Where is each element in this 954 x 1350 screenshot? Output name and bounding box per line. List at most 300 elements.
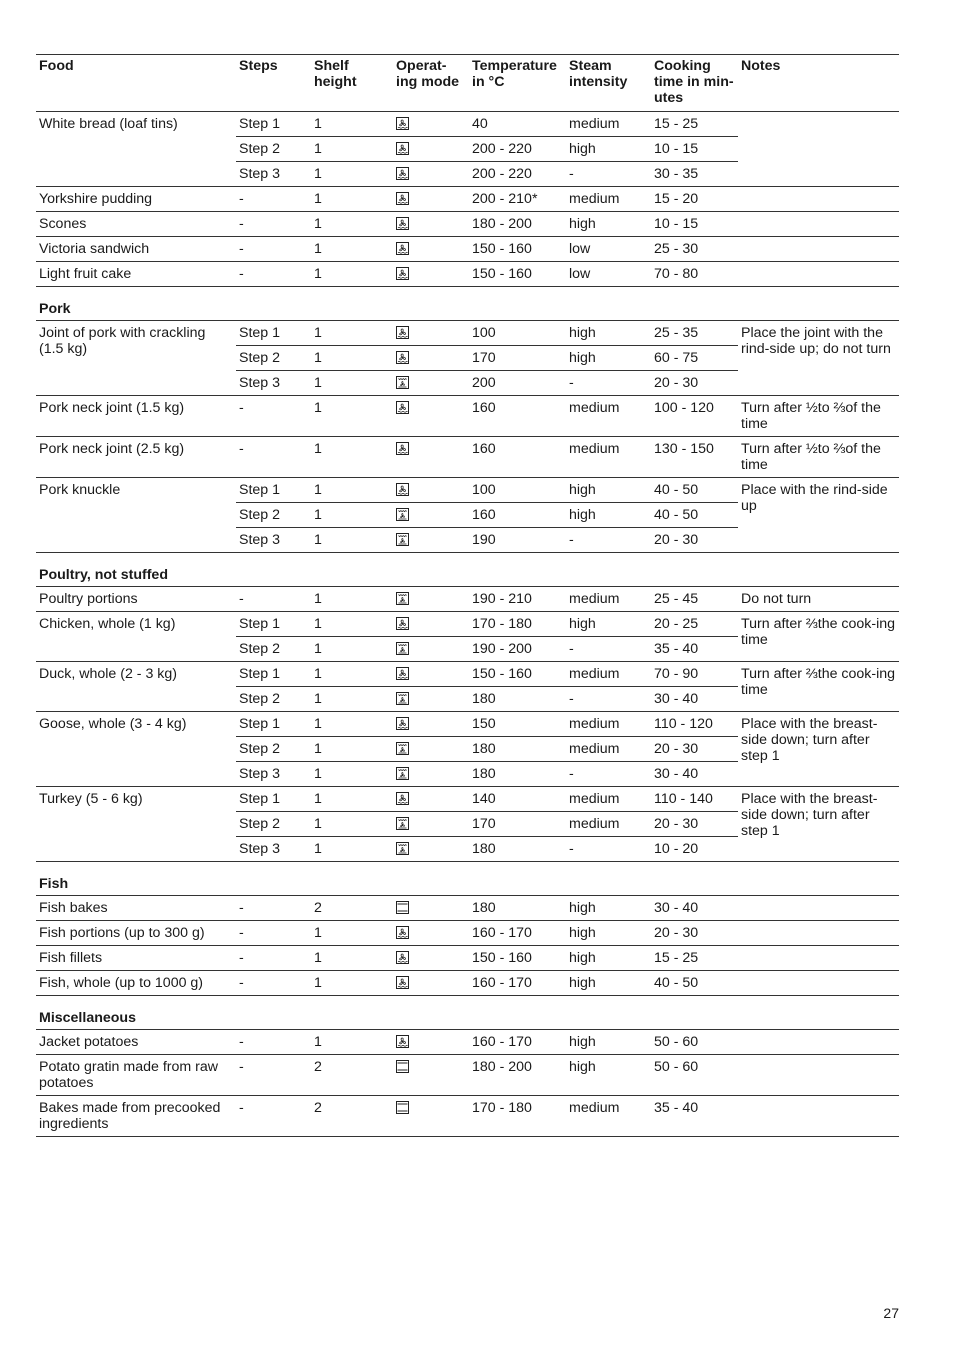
fan-steam-icon: [396, 925, 409, 941]
steam-intensity-cell: high: [566, 921, 651, 946]
shelf-height-cell: 1: [311, 503, 393, 528]
food-name: Turkey (5 - 6 kg): [36, 787, 236, 862]
notes-cell: Turn after ⅔the cook-ing time: [738, 662, 899, 712]
table-row: [36, 712, 899, 737]
temperature-cell: 150 - 160: [469, 662, 566, 687]
table-row: [36, 478, 899, 503]
operating-mode-cell: [393, 1096, 469, 1137]
steam-intensity-cell: medium: [566, 112, 651, 137]
steam-intensity-cell: -: [566, 637, 651, 662]
shelf-height-cell: 2: [311, 1096, 393, 1137]
steam-intensity-cell: low: [566, 262, 651, 287]
operating-mode-cell: [393, 712, 469, 737]
cooking-time-cell: 30 - 40: [651, 687, 738, 712]
shelf-height-cell: 2: [311, 1055, 393, 1096]
temperature-cell: 180: [469, 737, 566, 762]
operating-mode-cell: [393, 787, 469, 812]
temperature-cell: 160 - 170: [469, 1030, 566, 1055]
steam-intensity-cell: high: [566, 346, 651, 371]
shelf-height-cell: 1: [311, 321, 393, 346]
steam-intensity-cell: medium: [566, 712, 651, 737]
header-steps: Steps: [236, 55, 311, 112]
shelf-height-cell: 1: [311, 812, 393, 837]
grill-fan-icon: [396, 766, 409, 782]
notes-cell: Turn after ½to ⅔of the time: [738, 437, 899, 478]
operating-mode-cell: [393, 212, 469, 237]
operating-mode-cell: [393, 587, 469, 612]
operating-mode-cell: [393, 837, 469, 862]
shelf-height-cell: 1: [311, 587, 393, 612]
fan-steam-icon: [396, 241, 409, 257]
steam-intensity-cell: high: [566, 1030, 651, 1055]
steam-intensity-cell: medium: [566, 587, 651, 612]
shelf-height-cell: 1: [311, 371, 393, 396]
cooking-time-cell: 15 - 25: [651, 946, 738, 971]
shelf-height-cell: 1: [311, 478, 393, 503]
shelf-height-cell: 1: [311, 687, 393, 712]
step-cell: -: [236, 587, 311, 612]
notes-cell: [738, 237, 899, 262]
steam-intensity-cell: high: [566, 971, 651, 996]
fan-steam-icon: [396, 1034, 409, 1050]
step-cell: Step 2: [236, 812, 311, 837]
table-row: [36, 1030, 899, 1055]
grill-fan-icon: [396, 841, 409, 857]
steam-intensity-cell: -: [566, 687, 651, 712]
temperature-cell: 170 - 180: [469, 612, 566, 637]
temperature-cell: 180 - 200: [469, 212, 566, 237]
food-name: Fish bakes: [36, 896, 236, 921]
cooking-time-cell: 20 - 30: [651, 528, 738, 553]
fan-steam-icon: [396, 141, 409, 157]
operating-mode-cell: [393, 1055, 469, 1096]
fan-steam-icon: [396, 482, 409, 498]
cooking-time-cell: 30 - 40: [651, 896, 738, 921]
grill-fan-icon: [396, 375, 409, 391]
temperature-cell: 180: [469, 896, 566, 921]
grill-fan-icon: [396, 691, 409, 707]
shelf-height-cell: 1: [311, 612, 393, 637]
food-name: Victoria sandwich: [36, 237, 236, 262]
cooking-time-cell: 40 - 50: [651, 478, 738, 503]
temperature-cell: 170: [469, 346, 566, 371]
step-cell: -: [236, 237, 311, 262]
step-cell: -: [236, 262, 311, 287]
steam-intensity-cell: high: [566, 503, 651, 528]
section-header-poultry-not-stuffed: [36, 553, 899, 587]
cooking-time-cell: 35 - 40: [651, 637, 738, 662]
temperature-cell: 150 - 160: [469, 946, 566, 971]
step-cell: -: [236, 187, 311, 212]
operating-mode-cell: [393, 921, 469, 946]
notes-cell: [738, 262, 899, 287]
notes-cell: Do not turn: [738, 587, 899, 612]
notes-cell: Place the joint with the rind-side up; do not turn: [738, 321, 899, 396]
step-cell: Step 3: [236, 528, 311, 553]
temperature-cell: 150 - 160: [469, 262, 566, 287]
food-name: Pork neck joint (2.5 kg): [36, 437, 236, 478]
temperature-cell: 180: [469, 687, 566, 712]
step-cell: Step 2: [236, 637, 311, 662]
food-name: Poultry portions: [36, 587, 236, 612]
fan-steam-icon: [396, 950, 409, 966]
cooking-time-cell: 70 - 80: [651, 262, 738, 287]
steam-intensity-cell: high: [566, 212, 651, 237]
operating-mode-cell: [393, 478, 469, 503]
step-cell: -: [236, 921, 311, 946]
section-title: Poultry, not stuffed: [36, 553, 899, 587]
operating-mode-cell: [393, 812, 469, 837]
cooking-time-cell: 100 - 120: [651, 396, 738, 437]
fan-steam-icon: [396, 325, 409, 341]
grill-fan-icon: [396, 532, 409, 548]
shelf-height-cell: 1: [311, 437, 393, 478]
grill-fan-icon: [396, 741, 409, 757]
cooking-time-cell: 10 - 20: [651, 837, 738, 862]
shelf-height-cell: 1: [311, 837, 393, 862]
table-row: [36, 787, 899, 812]
step-cell: Step 2: [236, 503, 311, 528]
step-cell: -: [236, 212, 311, 237]
fan-steam-icon: [396, 216, 409, 232]
steam-intensity-cell: -: [566, 528, 651, 553]
shelf-height-cell: 1: [311, 262, 393, 287]
page-number: 27: [883, 1305, 899, 1321]
section-header-miscellaneous: [36, 996, 899, 1030]
notes-cell: Place with the breast-side down; turn after step 1: [738, 712, 899, 787]
food-name: White bread (loaf tins): [36, 112, 236, 187]
shelf-height-cell: 1: [311, 528, 393, 553]
shelf-height-cell: 1: [311, 787, 393, 812]
food-name: Potato gratin made from raw potatoes: [36, 1055, 236, 1096]
step-cell: Step 1: [236, 112, 311, 137]
cooking-time-cell: 30 - 40: [651, 762, 738, 787]
cooking-time-cell: 20 - 30: [651, 737, 738, 762]
temperature-cell: 160: [469, 503, 566, 528]
fan-steam-icon: [396, 266, 409, 282]
temperature-cell: 180: [469, 837, 566, 862]
header-temperature: Temperature in °C: [469, 55, 566, 112]
food-name: Fish fillets: [36, 946, 236, 971]
food-name: Bakes made from precooked ingredients: [36, 1096, 236, 1137]
operating-mode-cell: [393, 137, 469, 162]
shelf-height-cell: 1: [311, 187, 393, 212]
table-row: [36, 946, 899, 971]
grill-fan-icon: [396, 641, 409, 657]
notes-cell: [738, 112, 899, 187]
grill-fan-icon: [396, 816, 409, 832]
cooking-time-cell: 110 - 140: [651, 787, 738, 812]
step-cell: Step 1: [236, 612, 311, 637]
steam-intensity-cell: medium: [566, 812, 651, 837]
shelf-height-cell: 1: [311, 237, 393, 262]
temperature-cell: 200 - 220: [469, 162, 566, 187]
notes-cell: [738, 1096, 899, 1137]
steam-intensity-cell: -: [566, 162, 651, 187]
temperature-cell: 150: [469, 712, 566, 737]
step-cell: Step 2: [236, 137, 311, 162]
grill-fan-icon: [396, 507, 409, 523]
shelf-height-cell: 1: [311, 137, 393, 162]
step-cell: -: [236, 1055, 311, 1096]
cooking-time-cell: 10 - 15: [651, 212, 738, 237]
step-cell: Step 1: [236, 662, 311, 687]
step-cell: Step 2: [236, 737, 311, 762]
cooking-time-cell: 25 - 35: [651, 321, 738, 346]
fan-steam-icon: [396, 666, 409, 682]
notes-cell: Place with the rind-side up: [738, 478, 899, 553]
step-cell: Step 3: [236, 371, 311, 396]
temperature-cell: 180 - 200: [469, 1055, 566, 1096]
top-bottom-heat-icon: [396, 900, 409, 916]
steam-intensity-cell: high: [566, 137, 651, 162]
cooking-time-cell: 40 - 50: [651, 971, 738, 996]
food-name: Goose, whole (3 - 4 kg): [36, 712, 236, 787]
cooking-time-cell: 40 - 50: [651, 503, 738, 528]
temperature-cell: 170: [469, 812, 566, 837]
steam-intensity-cell: -: [566, 762, 651, 787]
table-row: [36, 921, 899, 946]
header-cooking-time: Cooking time in min- utes: [651, 55, 738, 112]
step-cell: Step 1: [236, 712, 311, 737]
operating-mode-cell: [393, 946, 469, 971]
steam-intensity-cell: -: [566, 371, 651, 396]
cooking-time-cell: 25 - 30: [651, 237, 738, 262]
shelf-height-cell: 1: [311, 662, 393, 687]
step-cell: Step 1: [236, 787, 311, 812]
table-row: [36, 437, 899, 478]
steam-intensity-cell: medium: [566, 1096, 651, 1137]
step-cell: Step 2: [236, 346, 311, 371]
shelf-height-cell: 1: [311, 921, 393, 946]
fan-steam-icon: [396, 441, 409, 457]
section-title: Fish: [36, 862, 899, 896]
table-row: [36, 262, 899, 287]
step-cell: Step 1: [236, 478, 311, 503]
top-bottom-heat-icon: [396, 1100, 409, 1116]
food-name: Pork neck joint (1.5 kg): [36, 396, 236, 437]
fan-steam-icon: [396, 716, 409, 732]
operating-mode-cell: [393, 162, 469, 187]
table-row: [36, 1096, 899, 1137]
header-operating-mode: Operat- ing mode: [393, 55, 469, 112]
steam-intensity-cell: high: [566, 896, 651, 921]
steam-intensity-cell: medium: [566, 187, 651, 212]
cooking-time-cell: 60 - 75: [651, 346, 738, 371]
notes-cell: [738, 212, 899, 237]
notes-cell: [738, 896, 899, 921]
steam-intensity-cell: high: [566, 612, 651, 637]
temperature-cell: 170 - 180: [469, 1096, 566, 1137]
table-row: [36, 321, 899, 346]
temperature-cell: 200 - 210*: [469, 187, 566, 212]
operating-mode-cell: [393, 662, 469, 687]
notes-cell: [738, 1055, 899, 1096]
shelf-height-cell: 1: [311, 971, 393, 996]
operating-mode-cell: [393, 237, 469, 262]
steam-intensity-cell: medium: [566, 787, 651, 812]
shelf-height-cell: 1: [311, 112, 393, 137]
fan-steam-icon: [396, 975, 409, 991]
fan-steam-icon: [396, 116, 409, 132]
steam-intensity-cell: high: [566, 478, 651, 503]
cooking-time-cell: 15 - 25: [651, 112, 738, 137]
fan-steam-icon: [396, 400, 409, 416]
table-row: [36, 212, 899, 237]
steam-intensity-cell: high: [566, 946, 651, 971]
operating-mode-cell: [393, 637, 469, 662]
food-name: Fish, whole (up to 1000 g): [36, 971, 236, 996]
shelf-height-cell: 1: [311, 212, 393, 237]
operating-mode-cell: [393, 971, 469, 996]
steam-intensity-cell: medium: [566, 396, 651, 437]
table-row: [36, 187, 899, 212]
shelf-height-cell: 1: [311, 762, 393, 787]
table-row: [36, 587, 899, 612]
temperature-cell: 180: [469, 762, 566, 787]
temperature-cell: 40: [469, 112, 566, 137]
step-cell: Step 3: [236, 162, 311, 187]
notes-cell: [738, 921, 899, 946]
notes-cell: [738, 971, 899, 996]
cooking-time-cell: 10 - 15: [651, 137, 738, 162]
table-row: [36, 612, 899, 637]
food-name: Fish portions (up to 300 g): [36, 921, 236, 946]
steam-intensity-cell: high: [566, 1055, 651, 1096]
shelf-height-cell: 1: [311, 946, 393, 971]
operating-mode-cell: [393, 503, 469, 528]
operating-mode-cell: [393, 187, 469, 212]
notes-cell: [738, 187, 899, 212]
table-row: [36, 662, 899, 687]
shelf-height-cell: 1: [311, 162, 393, 187]
step-cell: -: [236, 437, 311, 478]
temperature-cell: 100: [469, 321, 566, 346]
food-name: Pork knuckle: [36, 478, 236, 553]
temperature-cell: 160 - 170: [469, 971, 566, 996]
cooking-time-cell: 15 - 20: [651, 187, 738, 212]
shelf-height-cell: 1: [311, 346, 393, 371]
cooking-time-cell: 30 - 35: [651, 162, 738, 187]
fan-steam-icon: [396, 166, 409, 182]
temperature-cell: 200 - 220: [469, 137, 566, 162]
table-row: [36, 896, 899, 921]
notes-cell: [738, 1030, 899, 1055]
step-cell: -: [236, 396, 311, 437]
temperature-cell: 160: [469, 437, 566, 478]
header-notes: Notes: [738, 55, 899, 112]
operating-mode-cell: [393, 262, 469, 287]
step-cell: Step 3: [236, 837, 311, 862]
shelf-height-cell: 1: [311, 396, 393, 437]
operating-mode-cell: [393, 321, 469, 346]
operating-mode-cell: [393, 1030, 469, 1055]
cooking-table: [36, 54, 899, 1137]
shelf-height-cell: 1: [311, 637, 393, 662]
operating-mode-cell: [393, 346, 469, 371]
cooking-time-cell: 50 - 60: [651, 1055, 738, 1096]
food-name: Joint of pork with crackling (1.5 kg): [36, 321, 236, 396]
header-steam-intensity: Steam intensity: [566, 55, 651, 112]
notes-cell: Turn after ½to ⅔of the time: [738, 396, 899, 437]
fan-steam-icon: [396, 191, 409, 207]
step-cell: -: [236, 1096, 311, 1137]
cooking-time-cell: 70 - 90: [651, 662, 738, 687]
food-name: Light fruit cake: [36, 262, 236, 287]
shelf-height-cell: 2: [311, 896, 393, 921]
cooking-time-cell: 20 - 30: [651, 921, 738, 946]
operating-mode-cell: [393, 762, 469, 787]
operating-mode-cell: [393, 528, 469, 553]
food-name: Duck, whole (2 - 3 kg): [36, 662, 236, 712]
temperature-cell: 190 - 200: [469, 637, 566, 662]
step-cell: Step 3: [236, 762, 311, 787]
temperature-cell: 160: [469, 396, 566, 437]
temperature-cell: 150 - 160: [469, 237, 566, 262]
steam-intensity-cell: medium: [566, 437, 651, 478]
step-cell: -: [236, 1030, 311, 1055]
shelf-height-cell: 1: [311, 737, 393, 762]
temperature-cell: 200: [469, 371, 566, 396]
header-shelf-height: Shelf height: [311, 55, 393, 112]
temperature-cell: 160 - 170: [469, 921, 566, 946]
cooking-time-cell: 130 - 150: [651, 437, 738, 478]
operating-mode-cell: [393, 737, 469, 762]
cooking-time-cell: 50 - 60: [651, 1030, 738, 1055]
section-title: Miscellaneous: [36, 996, 899, 1030]
temperature-cell: 190: [469, 528, 566, 553]
cooking-time-cell: 20 - 30: [651, 371, 738, 396]
steam-intensity-cell: medium: [566, 662, 651, 687]
steam-intensity-cell: -: [566, 837, 651, 862]
operating-mode-cell: [393, 896, 469, 921]
table-row: [36, 971, 899, 996]
header-row: [36, 55, 899, 112]
operating-mode-cell: [393, 437, 469, 478]
temperature-cell: 190 - 210: [469, 587, 566, 612]
notes-cell: Place with the breast-side down; turn after step 1: [738, 787, 899, 862]
shelf-height-cell: 1: [311, 712, 393, 737]
section-header-fish: [36, 862, 899, 896]
notes-cell: [738, 946, 899, 971]
food-name: Jacket potatoes: [36, 1030, 236, 1055]
steam-intensity-cell: medium: [566, 737, 651, 762]
temperature-cell: 140: [469, 787, 566, 812]
step-cell: -: [236, 946, 311, 971]
cooking-time-cell: 35 - 40: [651, 1096, 738, 1137]
operating-mode-cell: [393, 396, 469, 437]
cooking-time-cell: 25 - 45: [651, 587, 738, 612]
steam-intensity-cell: high: [566, 321, 651, 346]
header-food: Food: [36, 55, 236, 112]
table-row: [36, 1055, 899, 1096]
notes-cell: Turn after ⅔the cook-ing time: [738, 612, 899, 662]
temperature-cell: 100: [469, 478, 566, 503]
step-cell: Step 1: [236, 321, 311, 346]
section-header-pork: [36, 287, 899, 321]
shelf-height-cell: 1: [311, 1030, 393, 1055]
cooking-time-cell: 20 - 25: [651, 612, 738, 637]
top-bottom-heat-icon: [396, 1059, 409, 1075]
operating-mode-cell: [393, 612, 469, 637]
food-name: Scones: [36, 212, 236, 237]
operating-mode-cell: [393, 112, 469, 137]
cooking-time-cell: 110 - 120: [651, 712, 738, 737]
food-name: Yorkshire pudding: [36, 187, 236, 212]
step-cell: -: [236, 971, 311, 996]
grill-fan-icon: [396, 591, 409, 607]
fan-steam-icon: [396, 616, 409, 632]
